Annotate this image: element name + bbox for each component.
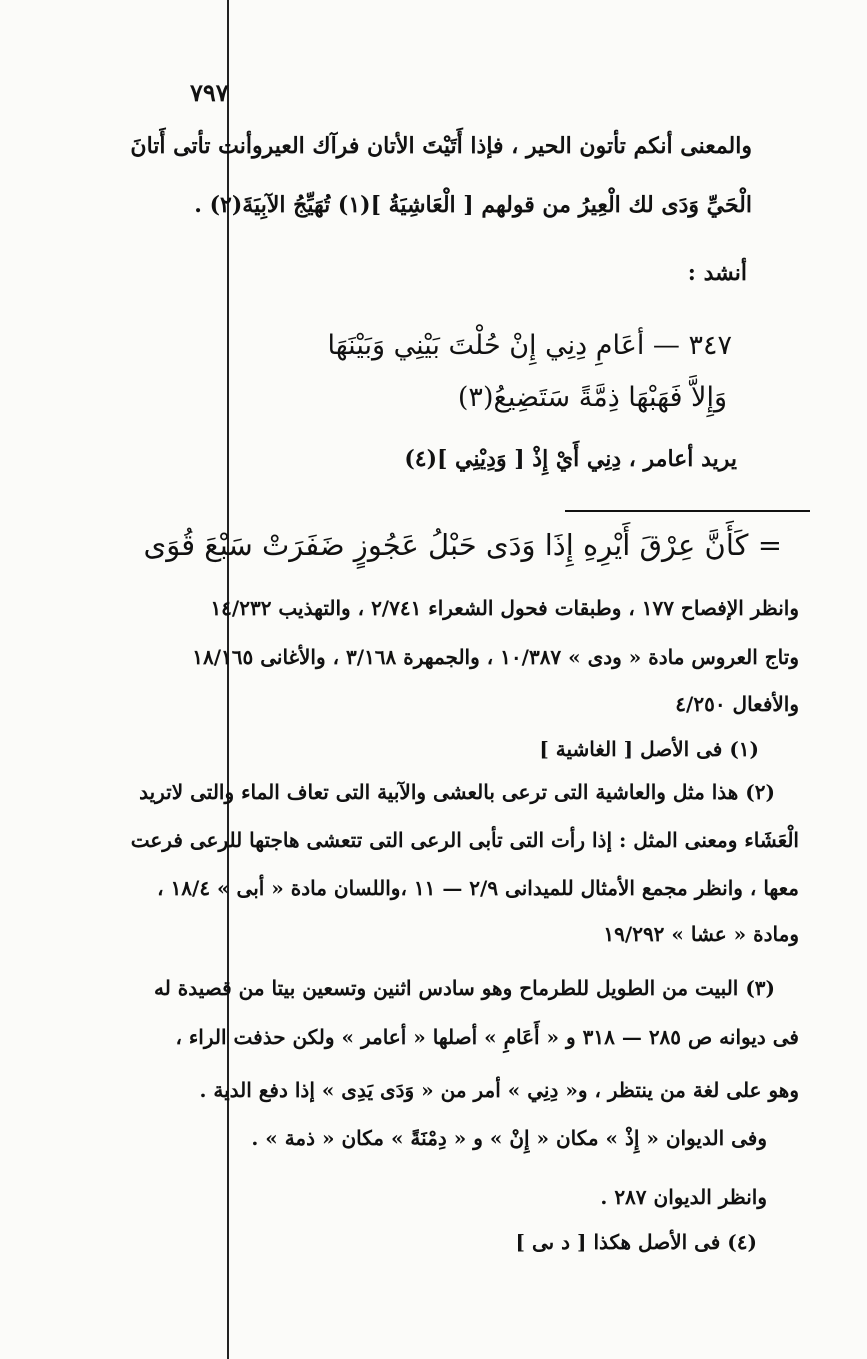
main-text-line-3: أنشد : bbox=[687, 260, 747, 286]
verse-explanation: يريد أعامر ، دِنِي أَيْ إِذْ [ وَدِيْنِي ](٤) bbox=[404, 446, 737, 472]
footnote-3-line-2: فى ديوانه ص ٢٨٥ — ٣١٨ و « أَعَامِ » أصلها « أعامر » ولكن حذفت الراء ، bbox=[175, 1025, 799, 1049]
page-number: ٧٩٧ bbox=[190, 78, 229, 107]
footnote-3-line-3: وهو على لغة من ينتظر ، و« دِنِي » أمر من « وَدَى يَدِى » إذا دفع الدية . bbox=[199, 1078, 799, 1102]
verse-second-hemistich: وَإِلاَّ فَهَبْهَا ذِمَّةً سَتَضِيعُ(٣) bbox=[457, 382, 727, 413]
footnote-divider bbox=[565, 510, 810, 512]
footnote-3-line-5: وانظر الديوان ٢٨٧ . bbox=[600, 1185, 767, 1209]
footnote-cont-line-3: والأفعال ٤/٢٥٠ bbox=[675, 692, 799, 716]
footnote-2-line-4: ومادة « عشا » ١٩/٢٩٢ bbox=[603, 922, 799, 946]
footnote-3-line-4: وفى الديوان « إِذْ » مكان « إِنْ » و « دِمْنَةً » مكان « ذمة » . bbox=[251, 1126, 767, 1150]
footnote-2-line-3: معها ، وانظر مجمع الأمثال للميدانى ٢/٩ — ١١ ،واللسان مادة « أبى » ١٨/٤ ، bbox=[157, 876, 799, 900]
footnote-cont-line-1: وانظر الإفصاح ١٧٧ ، وطبقات فحول الشعراء ٢/٧٤١ ، والتهذيب ١٤/٢٣٢ bbox=[210, 596, 799, 620]
footnote-4: (٤) فى الأصل هكذا [ د ىى ] bbox=[515, 1230, 757, 1254]
main-text-line-2: الْحَيِّ وَدَى لك الْعِيرُ من قولهم [ الْعَاشِيَةُ ](١) تُهَيِّجُ الآبِيَةَ(٢) . bbox=[194, 192, 752, 218]
continuation-verse: = كَأَنَّ عِرْقَ أَيْرِهِ إِذَا وَدَى حَبْلُ عَجُوزٍ ضَفَرَتْ سَبْعَ قُوَى bbox=[143, 528, 782, 562]
footnote-2-line-1: (٢) هذا مثل والعاشية التى ترعى بالعشى والآبية التى تعاف الماء والتى لاتريد bbox=[139, 780, 775, 804]
footnote-3-line-1: (٣) البيت من الطويل للطرماح وهو سادس اثنين وتسعين بيتا من قصيدة له bbox=[153, 976, 775, 1000]
footnote-1: (١) فى الأصل [ الغاشية ] bbox=[539, 737, 759, 761]
main-text-line-1: والمعنى أنكم تأتون الحير ، فإذا أَتَيْتَ الأتان فرآك العيروأنت تأتى أَتانَ bbox=[130, 133, 752, 159]
verse-first-hemistich: ٣٤٧ — أعَامِ دِنِي إِنْ حُلْتَ بَيْنِي وَبَيْنَهَا bbox=[327, 330, 732, 361]
footnote-cont-line-2: وتاج العروس مادة « ودى » ١٠/٣٨٧ ، والجمهرة ٣/١٦٨ ، والأغانى ١٨/١٦٥ bbox=[192, 645, 799, 669]
footnote-2-line-2: الْعَشَاء ومعنى المثل : إذا رأت التى تأبى الرعى التى تتعشى هاجتها للرعى فرعت bbox=[130, 828, 799, 852]
